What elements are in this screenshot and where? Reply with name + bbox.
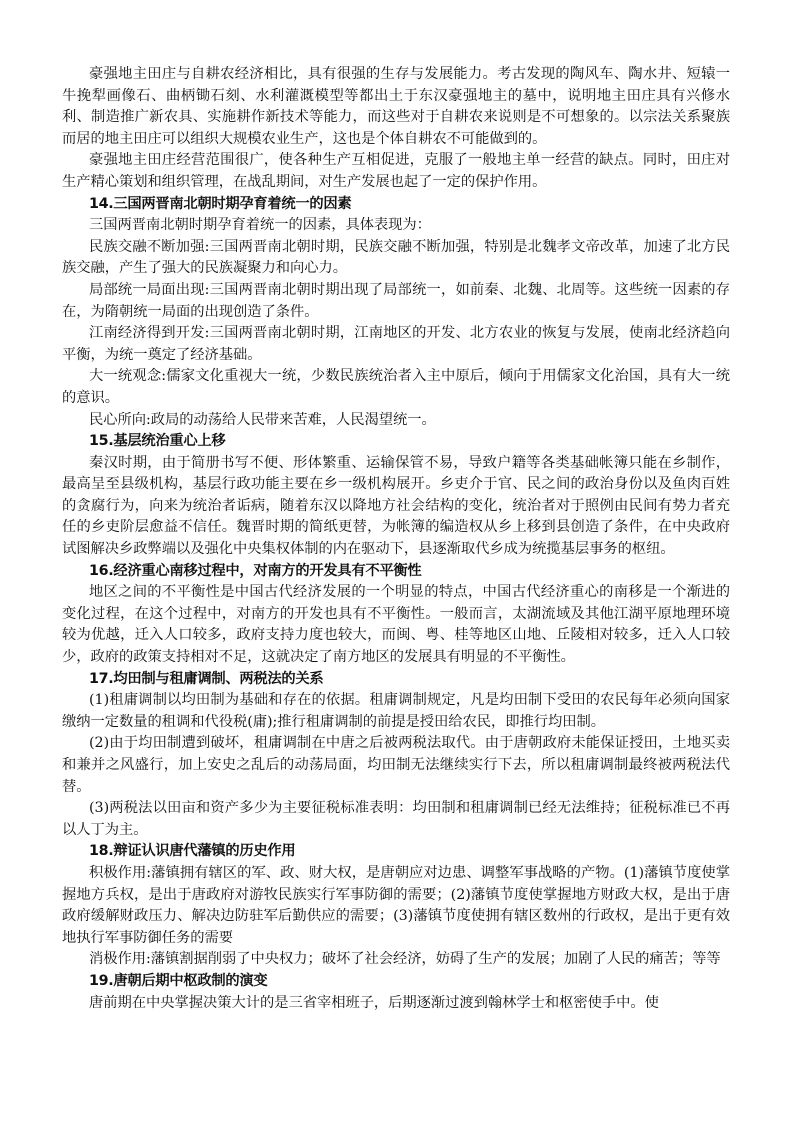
paragraph-14-partial-unity: 局部统一局面出现:三国两晋南北朝时期出现了局部统一，如前秦、北魏、北周等。这些统一因素的存在，为隋朝统一局面的出现创造了条件。 bbox=[62, 281, 730, 320]
paragraph-14-intro: 三国两晋南北朝时期孕育着统一的因素，具体表现为： bbox=[89, 217, 431, 234]
heading-15: 15.基层统治重心上移 bbox=[89, 433, 226, 450]
paragraph-17-point-2: (2)由于均田制遭到破坏，租庸调制在中唐之后被两税法取代。由于唐朝政府未能保证授田，土地买卖和兼并之风盛行，加上安史之乱后的动荡局面，均田制无法继续实行下去，所以租庸调制最终被两税法代替。 bbox=[62, 735, 730, 795]
paragraph-14-jiangnan: 江南经济得到开发:三国两晋南北朝时期，江南地区的开发、北方农业的恢复与发展，使南北经济趋向平衡，为统一奠定了经济基础。 bbox=[62, 325, 730, 363]
paragraph-15-body: 秦汉时期，由于简册书写不便、形体繁重、运输保管不易，导致户籍等各类基础帐簿只能在乡制作，最高呈至县级机构，基层行政功能主要在乡一级机构展开。乡吏介于官、民之间的政治身份以及鱼肉百姓的贪腐行为，向来为统治者诟病，随着东汉以降地方社会结构的变化，统治者对于照例由民间有势力者充任的乡吏阶层愈益不信任。魏晋时期的简纸更替，为帐簿的编造权从乡上移到县创造了条件，在中央政府试图解决乡政弊端以及强化中央集权体制的内在驱动下，县逐渐取代乡成为统揽基层事务的枢纽。 bbox=[62, 454, 730, 558]
paragraph-17-point-1: (1)租庸调制以均田制为基础和存在的依据。租庸调制规定，凡是均田制下受田的农民每年必须向国家缴纳一定数量的租调和代役税(庸);推行租庸调制的前提是授田给农民，即推行均田制。 bbox=[62, 692, 730, 730]
paragraph-14-popular-will: 民心所向:政局的动荡给人民带来苦难，人民渴望统一。 bbox=[89, 411, 436, 428]
heading-18: 18.辩证认识唐代藩镇的历史作用 bbox=[89, 843, 296, 860]
paragraph-14-ethnic: 民族交融不断加强:三国两晋南北朝时期，民族交融不断加强，特别是北魏孝文帝改革，加速了北方民族交融，产生了强大的民族凝聚力和向心力。 bbox=[62, 238, 730, 277]
heading-17: 17.均田制与租庸调制、两税法的关系 bbox=[89, 670, 324, 687]
paragraph-18-positive: 积极作用:藩镇拥有辖区的军、政、财大权，是唐朝应对边患、调整军事战略的产物。(1)藩镇节度使掌握地方兵权，是出于唐政府对游牧民族实行军事防御的需要；(2)藩镇节度使掌握地方财政大权，是出于唐政府缓解财政压力、解决边防驻军后勤供应的需要；(3)藩镇节度使拥有辖区数州的行政权，是出于更有效地执行军事防御任务的需要 bbox=[62, 864, 730, 946]
paragraph-14-unity-concept: 大一统观念:儒家文化重视大一统，少数民族统治者入主中原后，倾向于用儒家文化治国，具有大一统的意识。 bbox=[62, 368, 730, 406]
heading-19: 19.唐朝后期中枢政制的演变 bbox=[89, 972, 268, 989]
heading-16: 16.经济重心南移过程中，对南方的开发具有不平衡性 bbox=[89, 562, 422, 579]
paragraph-18-negative: 消极作用:藩镇割据削弱了中央权力；破坏了社会经济，妨碍了生产的发展；加剧了人民的痛苦；等等 bbox=[89, 951, 721, 968]
paragraph-tianzhuang-scope: 豪强地主田庄经营范围很广，使各种生产互相促进，克服了一般地主单一经营的缺点。同时，田庄对生产精心策划和组织管理，在战乱期间，对生产发展也起了一定的保护作用。 bbox=[62, 152, 730, 190]
paragraph-tianzhuang-ability: 豪强地主田庄与自耕农经济相比，具有很强的生存与发展能力。考古发现的陶风车、陶水井、短辕一牛挽犁画像石、曲柄锄石刻、水利灌溉模型等都出土于东汉豪强地主的墓中，说明地主田庄具有兴修水利、制造推广新农具、实施耕作新技术等能力，而这些对于自耕农来说则是不可想象的。以宗法关系聚族而居的地主田庄可以组织大规模农业生产，这也是个体自耕农不可能做到的。 bbox=[62, 66, 730, 147]
paragraph-17-point-3: (3)两税法以田亩和资产多少为主要征税标准表明：均田制和租庸调制已经无法维持；征税标准已不再以人丁为主。 bbox=[62, 800, 730, 838]
paragraph-19-body: 唐前期在中央掌握决策大计的是三省宰相班子，后期逐渐过渡到翰林学士和枢密使手中。使 bbox=[89, 994, 659, 1011]
paragraph-16-body: 地区之间的不平衡性是中国古代经济发展的一个明显的特点，中国古代经济重心的南移是一个渐进的变化过程，在这个过程中，对南方的开发也具有不平衡性。一般而言，太湖流域及其他江湖平原地理环境较为优越，迁入人口较多，政府支持力度也较大，而闽、粤、桂等地区山地、丘陵相对较多，迁入人口较少，政府的政策支持相对不足，这就决定了南方地区的发展具有明显的不平衡性。 bbox=[62, 584, 730, 666]
heading-14: 14.三国两晋南北朝时期孕育着统一的因素 bbox=[89, 195, 352, 212]
